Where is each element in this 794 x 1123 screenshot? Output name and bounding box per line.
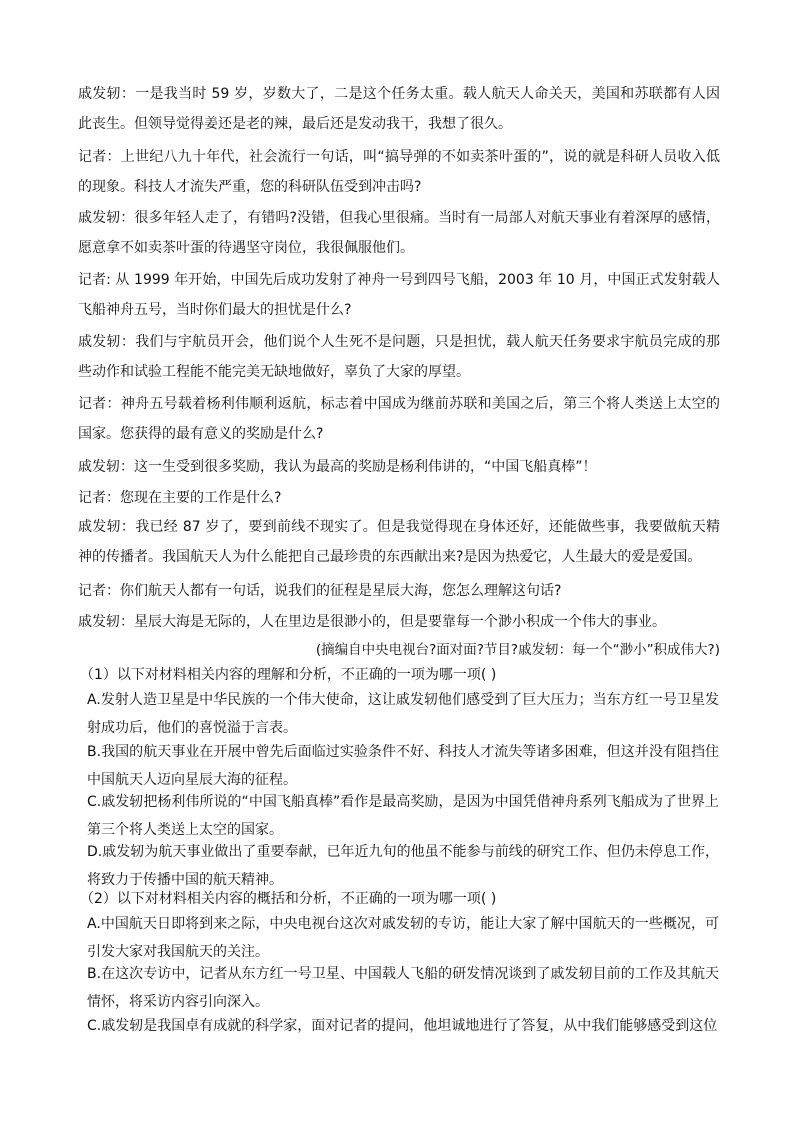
dialogue-paragraph: 戚发轫：星辰大海是无际的，人在里边是很渺小的，但是要靠每一个渺小积成一个伟大的事业。	[78, 614, 666, 630]
dialogue-paragraph: 记者：您现在主要的工作是什么?	[78, 490, 282, 506]
dialogue-paragraph: 记者: 从 1999 年开始，中国先后成功发射了神舟一号到四号飞船，2003 年 10 月，中国正式发射载人飞船神舟五号，当时你们最大的担忧是什么?	[78, 272, 720, 318]
question-1-stem: （1）以下对材料相关内容的理解和分析，不正确的一项为哪一项( )	[80, 667, 497, 683]
dialogue-paragraph: 戚发轫：很多年轻人走了，有错吗?没错，但我心里很痛。当时有一局部人对航天事业有着深厚的感情，愿意拿不如卖茶叶蛋的待遇坚守岗位，我很佩服他们。	[78, 210, 720, 256]
dialogue-paragraph: 记者：神舟五号载着杨利伟顺利返航，标志着中国成为继前苏联和美国之后，第三个将人类送上太空的国家。您获得的最有意义的奖励是什么?	[78, 396, 720, 442]
question-1-option-c: C.戚发轫把杨利伟所说的“中国飞船真棒”看作是最高奖励，是因为中国凭借神舟系列飞船成为了世界上第三个将人类送上太空的国家。	[87, 794, 719, 838]
question-1-option-a: A.发射人造卫星是中华民族的一个伟大使命，这让戚发轫他们感受到了巨大压力；当东方红一号卫星发射成功后，他们的喜悦溢于言表。	[87, 692, 719, 736]
question-2-option-c: C.戚发轫是我国卓有成就的科学家，面对记者的提问，他坦诚地进行了答复，从中我们能够感受到这位	[87, 1018, 718, 1034]
question-2-option-b: B.在这次专访中，记者从东方红一号卫星、中国载人飞船的研发情况谈到了戚发轫目前的工作及其航天情怀，将采访内容引向深入。	[87, 966, 719, 1010]
question-1-option-d: D.戚发轫为航天事业做出了重要奉献，已年近九旬的他虽不能参与前线的研究工作、但仍未停息工作，将致力于传播中国的航天精神。	[87, 844, 719, 888]
dialogue-paragraph: 戚发轫：一是我当时 59 岁，岁数大了，二是这个任务太重。载人航天人命关天，美国和苏联都有人因此丧生。但领导觉得姜还是老的辣，最后还是发动我干，我想了很久。	[78, 86, 720, 132]
question-2-stem: （2）以下对材料相关内容的概括和分析，不正确的一项为哪一项( )	[80, 891, 497, 907]
dialogue-paragraph: 戚发轫：这一生受到很多奖励，我认为最高的奖励是杨利伟讲的，“中国飞船真棒”！	[78, 459, 597, 475]
dialogue-paragraph: 戚发轫：我们与宇航员开会，他们说个人生死不是问题，只是担忧，载人航天任务要求宇航员完成的那些动作和试验工程能不能完美无缺地做好，辜负了大家的厚望。	[78, 334, 720, 380]
source-citation: (摘编自中央电视台?面对面?节目?戚发轫：每一个“渺小”积成伟大?)	[315, 642, 720, 658]
question-2-option-a: A.中国航天日即将到来之际，中央电视台这次对戚发轫的专访，能让大家了解中国航天的一些概况，可引发大家对我国航天的关注。	[87, 916, 719, 960]
dialogue-paragraph: 记者：上世纪八九十年代，社会流行一句话，叫“搞导弹的不如卖茶叶蛋的”，说的就是科研人员收入低的现象。科技人才流失严重，您的科研队伍受到冲击吗?	[78, 149, 720, 195]
question-1-option-b: B.我国的航天事业在开展中曾先后面临过实验条件不好、科技人才流失等诸多困难，但这并没有阻挡住中国航天人迈向星辰大海的征程。	[87, 744, 719, 788]
dialogue-paragraph: 戚发轫：我已经 87 岁了，要到前线不现实了。但是我觉得现在身体还好，还能做些事，我要做航天精神的传播者。我国航天人为什么能把自己最珍贵的东西献出来?是因为热爱它，人生最大的爱是爱国。	[78, 519, 720, 565]
dialogue-paragraph: 记者：你们航天人都有一句话，说我们的征程是星辰大海，您怎么理解这句话?	[78, 583, 562, 599]
